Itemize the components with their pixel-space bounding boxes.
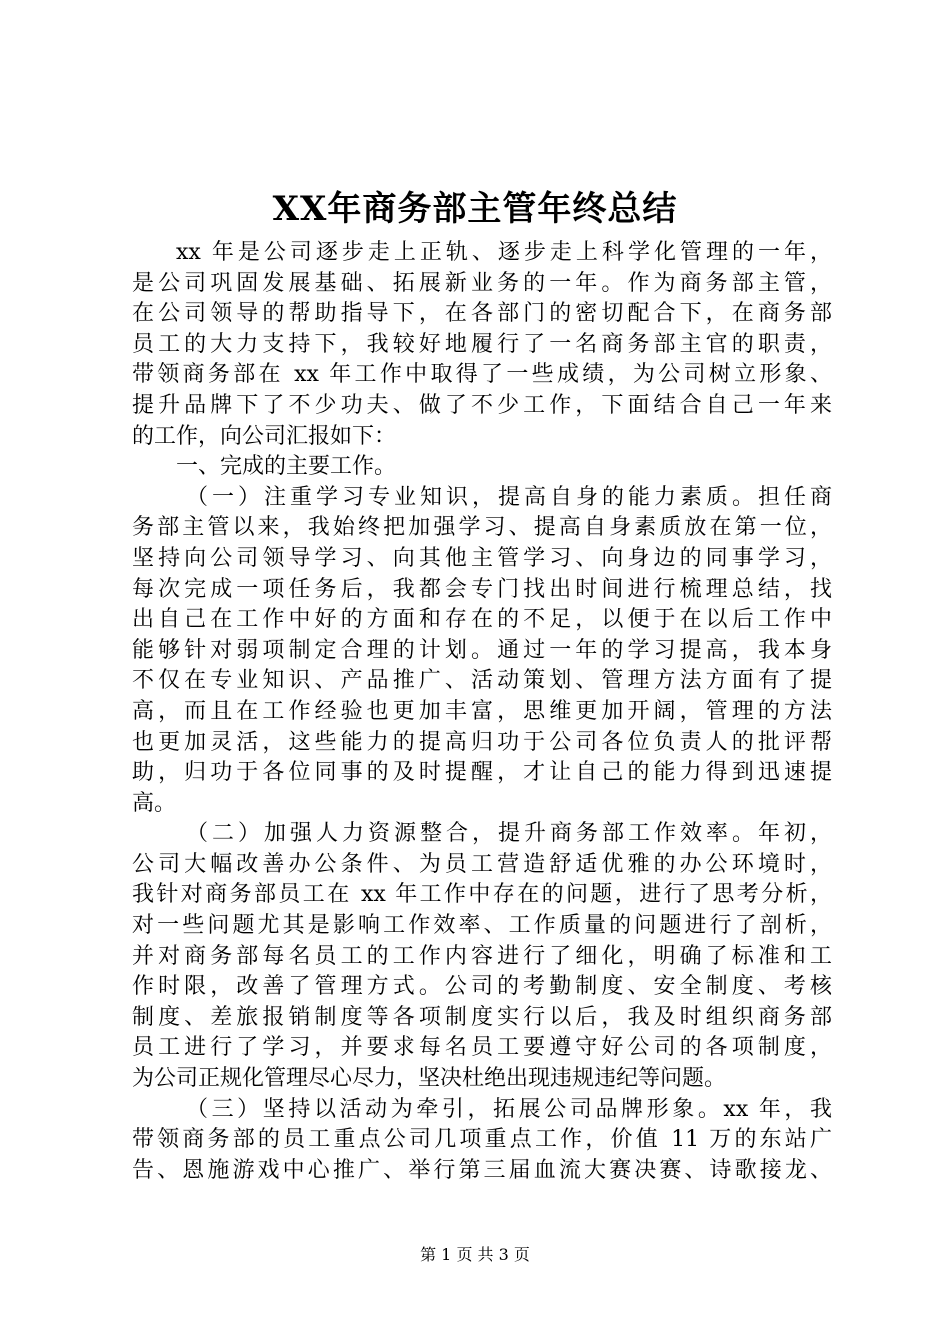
section-heading: 一、完成的主要工作。 [176,454,397,480]
text-line: 高。 [132,790,177,816]
text-line: 为公司正规化管理尽心尽力，坚决杜绝出现违规违纪等问题。 [132,1066,727,1092]
page-footer: 第 1 页 共 3 页 [420,1245,530,1264]
text-line: 也更加灵活，这些能力的提高归功于公司各位负责人的批评帮 [132,729,832,755]
text-line: 在公司领导的帮助指导下，在各部门的密切配合下，在商务部 [132,301,832,327]
text-line: 我针对商务部员工在 xx 年工作中存在的问题，进行了思考分析， [132,882,832,908]
text-line: 每次完成一项任务后，我都会专门找出时间进行梳理总结，找 [132,576,832,602]
text-line: 能够针对弱项制定合理的计划。通过一年的学习提高，我本身 [132,637,832,663]
text-line: 员工的大力支持下，我较好地履行了一名商务部主官的职责， [132,331,832,357]
text-line: 出自己在工作中好的方面和存在的不足，以便于在以后工作中 [132,607,832,633]
text-line: （三）坚持以活动为牵引，拓展公司品牌形象。xx 年，我 [186,1096,832,1122]
text-line: 提升品牌下了不少功夫、做了不少工作，下面结合自己一年来 [132,392,832,418]
text-line: 高，而且在工作经验也更加丰富，思维更加开阔，管理的方法 [132,698,832,724]
text-line: 不仅在专业知识、产品推广、活动策划、管理方法方面有了提 [132,668,832,694]
text-line: 带领商务部的员工重点公司几项重点工作，价值 11 万的东站广 [132,1127,832,1153]
text-line: 公司大幅改善办公条件、为员工营造舒适优雅的办公环境时， [132,851,832,877]
text-line: 是公司巩固发展基础、拓展新业务的一年。作为商务部主管， [132,270,832,296]
text-line: 并对商务部每名员工的工作内容进行了细化，明确了标准和工 [132,943,832,969]
text-line: 务部主管以来，我始终把加强学习、提高自身素质放在第一位， [132,515,832,541]
document-title: XX年商务部主管年终总结 [272,189,678,229]
text-line: 员工进行了学习，并要求每名员工要遵守好公司的各项制度， [132,1035,832,1061]
text-line: 的工作，向公司汇报如下： [132,423,397,449]
text-line: （二）加强人力资源整合，提升商务部工作效率。年初， [186,821,832,847]
text-line: 告、恩施游戏中心推广、举行第三届血流大赛决赛、诗歌接龙、 [132,1157,832,1183]
text-line: 助，归功于各位同事的及时提醒，才让自己的能力得到迅速提 [132,760,832,786]
text-line: xx 年是公司逐步走上正轨、逐步走上科学化管理的一年， [176,240,832,265]
text-line: 带领商务部在 xx 年工作中取得了一些成绩，为公司树立形象、 [132,362,832,388]
text-line: 作时限，改善了管理方式。公司的考勤制度、安全制度、考核 [132,974,832,1000]
text-line: 坚持向公司领导学习、向其他主管学习、向身边的同事学习， [132,545,832,571]
text-line: 对一些问题尤其是影响工作效率、工作质量的问题进行了剖析， [132,913,832,939]
text-line: 制度、差旅报销制度等各项制度实行以后，我及时组织商务部 [132,1004,832,1030]
document-body [132,238,832,1186]
text-line: （一）注重学习专业知识，提高自身的能力素质。担任商 [186,484,832,510]
